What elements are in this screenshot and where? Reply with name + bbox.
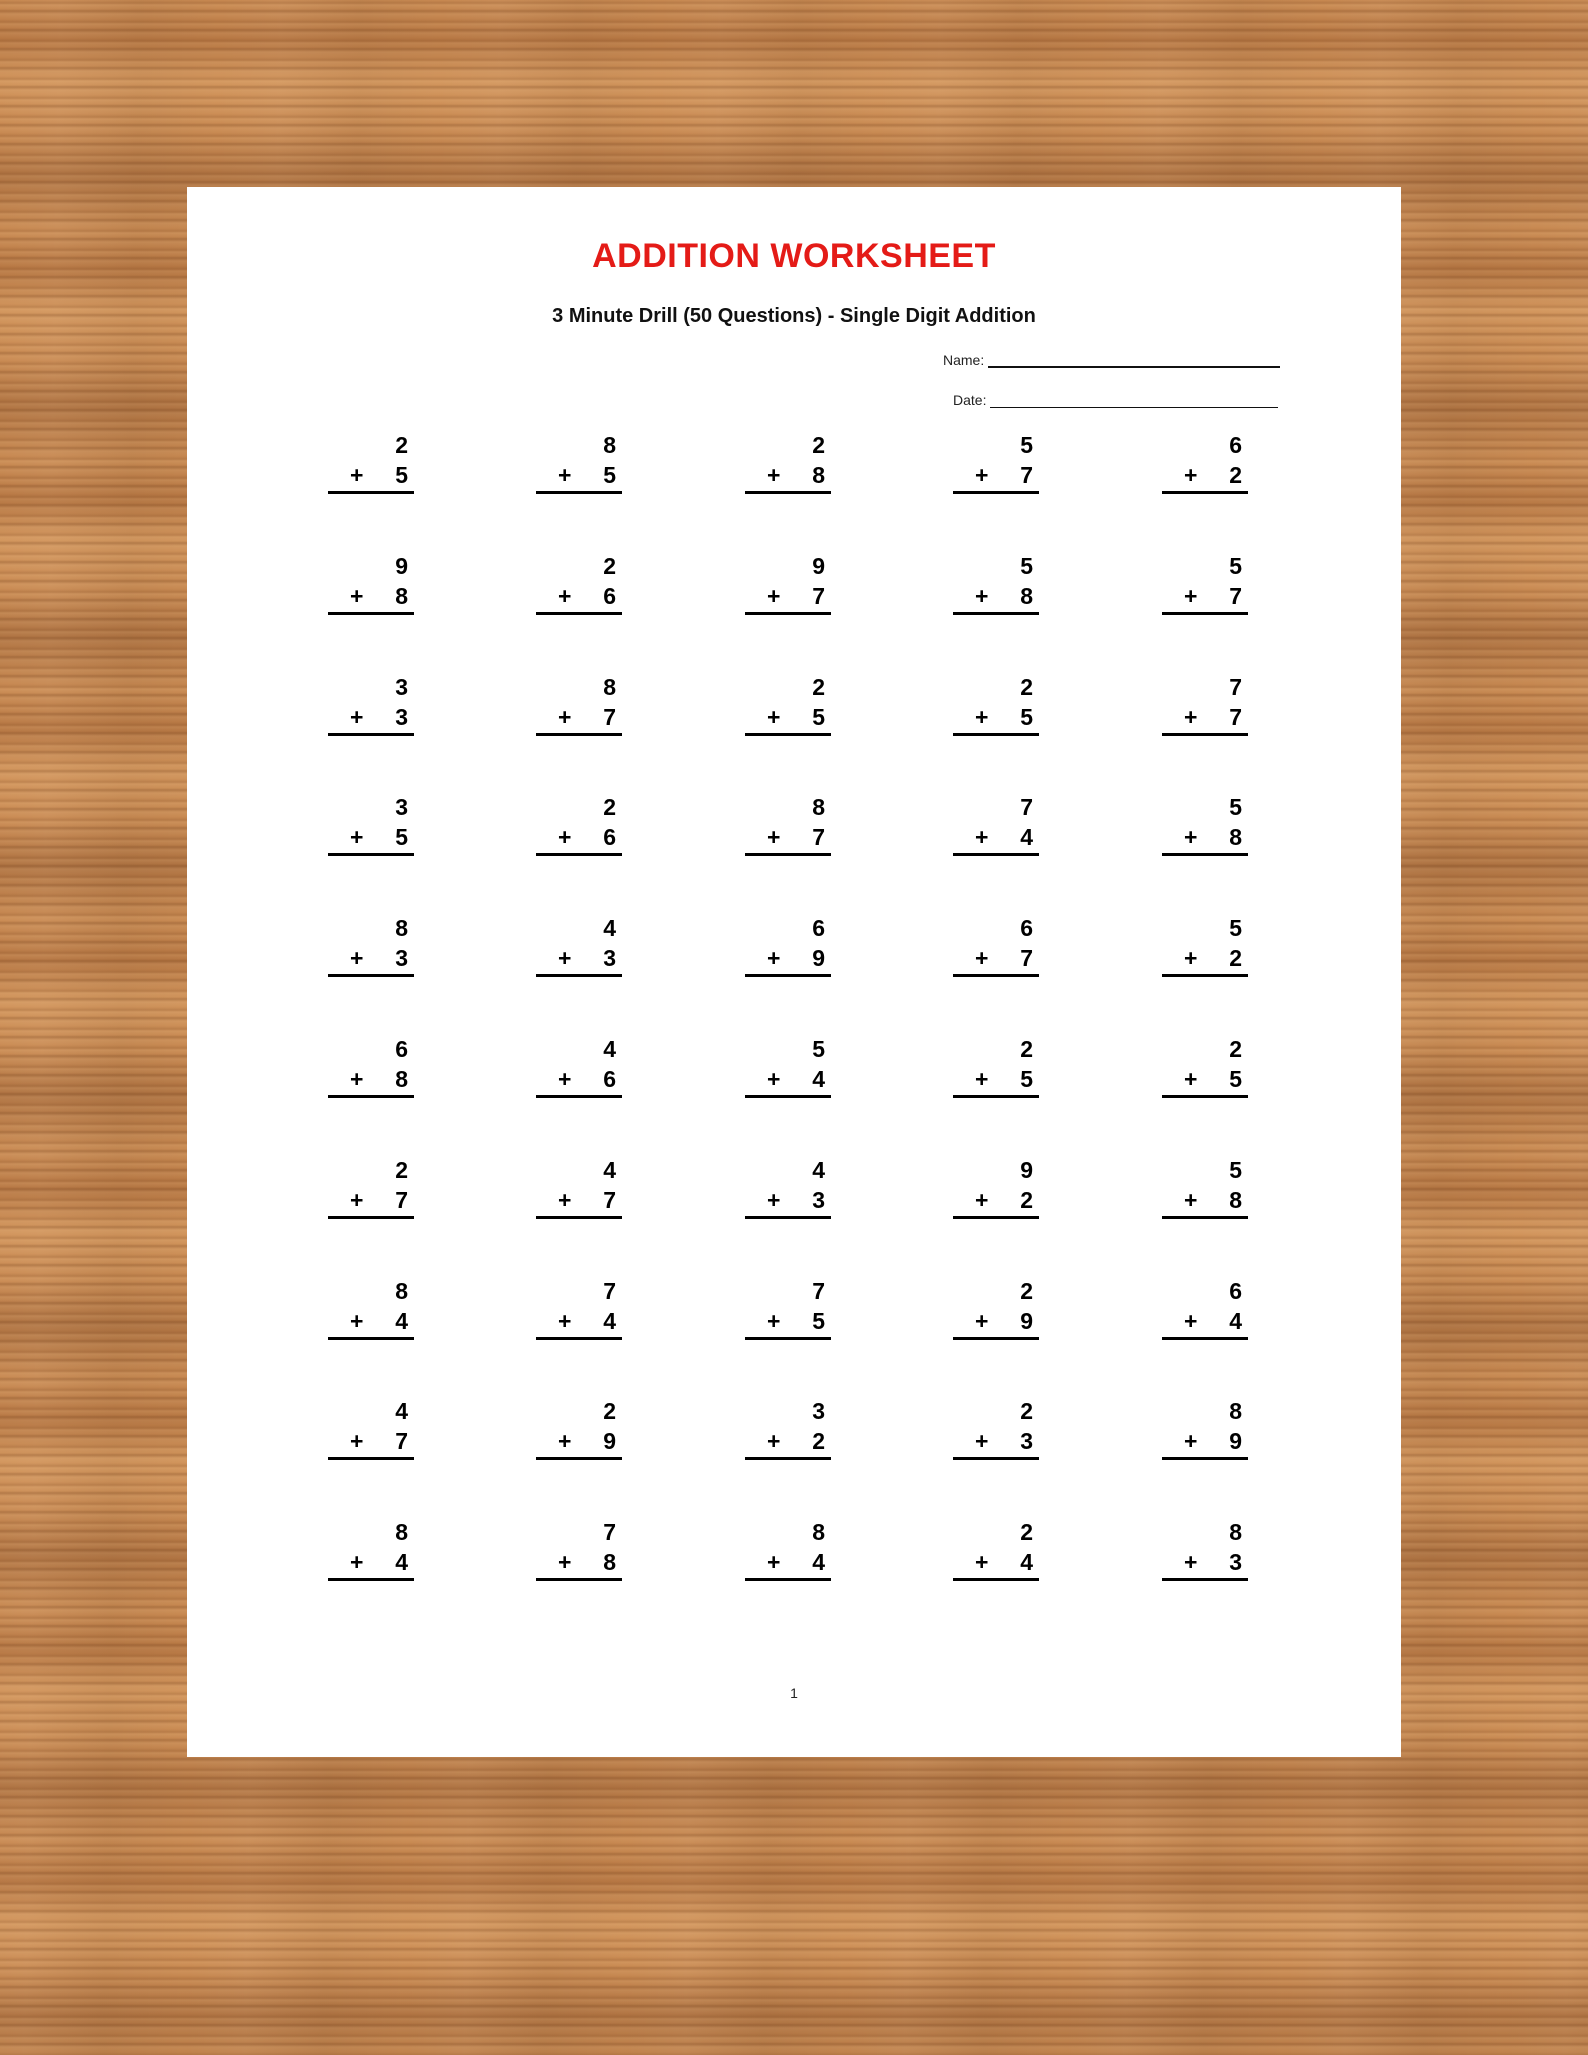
worksheet-subtitle: 3 Minute Drill (50 Questions) - Single Digit Addition	[552, 305, 1036, 327]
problem-21	[328, 915, 414, 971]
addend-top: 2	[603, 794, 616, 820]
answer-line[interactable]	[953, 974, 1039, 977]
problem-27	[536, 1036, 622, 1092]
addend-top: 6	[395, 1036, 408, 1062]
addend-bottom: 2	[812, 1428, 825, 1454]
plus-sign: +	[350, 583, 364, 609]
addend-top: 5	[1229, 794, 1242, 820]
addend-top: 7	[603, 1519, 616, 1545]
addend-bottom: 7	[603, 704, 616, 730]
plus-sign: +	[1184, 1066, 1198, 1092]
addend-top: 7	[1020, 794, 1033, 820]
plus-sign: +	[350, 945, 364, 971]
answer-line[interactable]	[745, 612, 831, 615]
plus-sign: +	[350, 824, 364, 850]
answer-line[interactable]	[1162, 733, 1248, 736]
addend-top: 5	[812, 1036, 825, 1062]
addend-bottom: 5	[603, 462, 616, 488]
answer-line[interactable]	[536, 1216, 622, 1219]
problem-2	[536, 432, 622, 488]
addend-top: 8	[1229, 1398, 1242, 1424]
addend-bottom: 4	[1020, 824, 1033, 850]
addend-bottom: 9	[1020, 1308, 1033, 1334]
addend-bottom: 8	[395, 583, 408, 609]
addend-bottom: 5	[1020, 704, 1033, 730]
answer-line[interactable]	[328, 1457, 414, 1460]
plus-sign: +	[767, 824, 781, 850]
answer-line[interactable]	[953, 1216, 1039, 1219]
problem-3	[745, 432, 831, 488]
problem-49	[953, 1519, 1039, 1575]
answer-line[interactable]	[953, 1337, 1039, 1340]
answer-line[interactable]	[1162, 974, 1248, 977]
answer-line[interactable]	[745, 1578, 831, 1581]
plus-sign: +	[558, 704, 572, 730]
answer-line[interactable]	[328, 1095, 414, 1098]
addend-bottom: 8	[812, 462, 825, 488]
addend-bottom: 5	[395, 824, 408, 850]
addend-top: 2	[1020, 1398, 1033, 1424]
plus-sign: +	[975, 1066, 989, 1092]
addend-bottom: 3	[1229, 1549, 1242, 1575]
problem-48	[745, 1519, 831, 1575]
plus-sign: +	[975, 824, 989, 850]
plus-sign: +	[767, 704, 781, 730]
addend-bottom: 4	[812, 1066, 825, 1092]
addend-top: 4	[603, 915, 616, 941]
plus-sign: +	[558, 1187, 572, 1213]
problem-41	[328, 1398, 414, 1454]
plus-sign: +	[558, 1308, 572, 1334]
plus-sign: +	[1184, 945, 1198, 971]
plus-sign: +	[767, 945, 781, 971]
answer-line[interactable]	[1162, 1337, 1248, 1340]
page-number: 1	[790, 1685, 798, 1701]
problem-33	[745, 1157, 831, 1213]
plus-sign: +	[558, 1549, 572, 1575]
addend-top: 2	[812, 432, 825, 458]
addend-top: 8	[395, 1278, 408, 1304]
addend-bottom: 8	[1229, 824, 1242, 850]
plus-sign: +	[1184, 583, 1198, 609]
addend-top: 4	[812, 1157, 825, 1183]
addend-top: 2	[1020, 1278, 1033, 1304]
addend-top: 9	[1020, 1157, 1033, 1183]
plus-sign: +	[558, 583, 572, 609]
addend-bottom: 8	[603, 1549, 616, 1575]
answer-line[interactable]	[953, 1578, 1039, 1581]
plus-sign: +	[975, 1187, 989, 1213]
addend-bottom: 7	[395, 1428, 408, 1454]
answer-line[interactable]	[745, 491, 831, 494]
answer-line[interactable]	[953, 491, 1039, 494]
answer-line[interactable]	[1162, 1216, 1248, 1219]
addend-top: 6	[1020, 915, 1033, 941]
addend-bottom: 4	[395, 1549, 408, 1575]
addend-top: 9	[812, 553, 825, 579]
plus-sign: +	[767, 1308, 781, 1334]
plus-sign: +	[767, 1428, 781, 1454]
addend-bottom: 3	[812, 1187, 825, 1213]
addend-bottom: 7	[812, 583, 825, 609]
problem-6	[328, 553, 414, 609]
plus-sign: +	[1184, 704, 1198, 730]
answer-line[interactable]	[1162, 612, 1248, 615]
plus-sign: +	[350, 1428, 364, 1454]
addend-top: 2	[1229, 1036, 1242, 1062]
problem-46	[328, 1519, 414, 1575]
addend-top: 5	[1229, 915, 1242, 941]
problem-16	[328, 794, 414, 850]
plus-sign: +	[350, 1187, 364, 1213]
answer-line[interactable]	[1162, 853, 1248, 856]
addend-top: 5	[1229, 1157, 1242, 1183]
addend-bottom: 8	[1020, 583, 1033, 609]
problem-42	[536, 1398, 622, 1454]
addend-top: 2	[1020, 1519, 1033, 1545]
plus-sign: +	[767, 1549, 781, 1575]
problem-29	[953, 1036, 1039, 1092]
answer-line[interactable]	[536, 1457, 622, 1460]
addend-top: 4	[603, 1157, 616, 1183]
problem-47	[536, 1519, 622, 1575]
plus-sign: +	[767, 462, 781, 488]
addend-top: 5	[1229, 553, 1242, 579]
addend-top: 2	[603, 553, 616, 579]
problem-24	[953, 915, 1039, 971]
answer-line[interactable]	[328, 1216, 414, 1219]
addend-bottom: 5	[395, 462, 408, 488]
addend-top: 3	[812, 1398, 825, 1424]
addend-bottom: 3	[603, 945, 616, 971]
answer-line[interactable]	[536, 1095, 622, 1098]
answer-line[interactable]	[1162, 491, 1248, 494]
answer-line[interactable]	[745, 1216, 831, 1219]
answer-line[interactable]	[745, 1095, 831, 1098]
plus-sign: +	[1184, 1549, 1198, 1575]
problem-50	[1162, 1519, 1248, 1575]
addend-top: 4	[395, 1398, 408, 1424]
addend-top: 8	[812, 1519, 825, 1545]
answer-line[interactable]	[328, 733, 414, 736]
problem-5	[1162, 432, 1248, 488]
plus-sign: +	[1184, 462, 1198, 488]
addend-top: 2	[395, 1157, 408, 1183]
name-label: Name:	[943, 352, 985, 368]
addend-bottom: 7	[1020, 462, 1033, 488]
addend-top: 8	[812, 794, 825, 820]
addend-bottom: 2	[1229, 462, 1242, 488]
worksheet-title: ADDITION WORKSHEET	[592, 237, 996, 275]
problem-40	[1162, 1278, 1248, 1334]
addend-bottom: 3	[395, 704, 408, 730]
addend-bottom: 9	[603, 1428, 616, 1454]
plus-sign: +	[1184, 824, 1198, 850]
addend-bottom: 4	[395, 1308, 408, 1334]
addend-bottom: 4	[603, 1308, 616, 1334]
problem-25	[1162, 915, 1248, 971]
plus-sign: +	[1184, 1187, 1198, 1213]
answer-line[interactable]	[536, 733, 622, 736]
plus-sign: +	[767, 1187, 781, 1213]
plus-sign: +	[558, 1428, 572, 1454]
problem-20	[1162, 794, 1248, 850]
addend-bottom: 3	[395, 945, 408, 971]
addend-bottom: 6	[603, 824, 616, 850]
answer-line[interactable]	[328, 491, 414, 494]
addend-bottom: 3	[1020, 1428, 1033, 1454]
addend-bottom: 2	[1020, 1187, 1033, 1213]
answer-line[interactable]	[328, 1337, 414, 1340]
problem-14	[953, 674, 1039, 730]
problem-38	[745, 1278, 831, 1334]
problem-10	[1162, 553, 1248, 609]
answer-line[interactable]	[953, 1457, 1039, 1460]
problem-32	[536, 1157, 622, 1213]
plus-sign: +	[1184, 1308, 1198, 1334]
answer-line[interactable]	[536, 1578, 622, 1581]
problem-34	[953, 1157, 1039, 1213]
addend-bottom: 2	[1229, 945, 1242, 971]
plus-sign: +	[975, 1428, 989, 1454]
addend-top: 5	[1020, 432, 1033, 458]
problem-1	[328, 432, 414, 488]
addend-top: 2	[1020, 674, 1033, 700]
problem-18	[745, 794, 831, 850]
answer-line[interactable]	[536, 1337, 622, 1340]
problem-15	[1162, 674, 1248, 730]
problem-13	[745, 674, 831, 730]
answer-line[interactable]	[953, 853, 1039, 856]
addend-top: 2	[812, 674, 825, 700]
addend-top: 8	[1229, 1519, 1242, 1545]
addend-bottom: 7	[395, 1187, 408, 1213]
addend-bottom: 8	[395, 1066, 408, 1092]
answer-line[interactable]	[328, 853, 414, 856]
addend-top: 6	[1229, 432, 1242, 458]
answer-line[interactable]	[953, 612, 1039, 615]
plus-sign: +	[558, 824, 572, 850]
addend-top: 2	[1020, 1036, 1033, 1062]
addend-bottom: 5	[1229, 1066, 1242, 1092]
plus-sign: +	[558, 1066, 572, 1092]
addend-top: 5	[1020, 553, 1033, 579]
addend-bottom: 9	[1229, 1428, 1242, 1454]
plus-sign: +	[975, 945, 989, 971]
addend-top: 6	[1229, 1278, 1242, 1304]
problem-43	[745, 1398, 831, 1454]
addend-bottom: 5	[1020, 1066, 1033, 1092]
problem-12	[536, 674, 622, 730]
plus-sign: +	[350, 704, 364, 730]
addend-top: 8	[395, 915, 408, 941]
answer-line[interactable]	[1162, 1578, 1248, 1581]
answer-line[interactable]	[328, 1578, 414, 1581]
addend-top: 8	[395, 1519, 408, 1545]
addend-top: 8	[603, 432, 616, 458]
answer-line[interactable]	[536, 853, 622, 856]
problem-39	[953, 1278, 1039, 1334]
addend-bottom: 7	[1020, 945, 1033, 971]
plus-sign: +	[1184, 1428, 1198, 1454]
answer-line[interactable]	[328, 612, 414, 615]
addend-top: 3	[395, 674, 408, 700]
answer-line[interactable]	[953, 1095, 1039, 1098]
addend-bottom: 6	[603, 1066, 616, 1092]
answer-line[interactable]	[745, 974, 831, 977]
addend-top: 3	[395, 794, 408, 820]
addend-bottom: 8	[1229, 1187, 1242, 1213]
addend-top: 7	[603, 1278, 616, 1304]
problem-9	[953, 553, 1039, 609]
answer-line[interactable]	[953, 733, 1039, 736]
plus-sign: +	[975, 1549, 989, 1575]
answer-line[interactable]	[745, 733, 831, 736]
plus-sign: +	[558, 945, 572, 971]
answer-line[interactable]	[536, 974, 622, 977]
addend-bottom: 9	[812, 945, 825, 971]
addend-top: 7	[1229, 674, 1242, 700]
plus-sign: +	[350, 1308, 364, 1334]
plus-sign: +	[350, 1066, 364, 1092]
problem-35	[1162, 1157, 1248, 1213]
addend-bottom: 4	[1020, 1549, 1033, 1575]
addend-bottom: 5	[812, 1308, 825, 1334]
problem-17	[536, 794, 622, 850]
addend-top: 7	[812, 1278, 825, 1304]
answer-line[interactable]	[1162, 1457, 1248, 1460]
problem-45	[1162, 1398, 1248, 1454]
problem-26	[328, 1036, 414, 1092]
addend-top: 8	[603, 674, 616, 700]
problem-8	[745, 553, 831, 609]
addend-bottom: 7	[1229, 704, 1242, 730]
addend-top: 4	[603, 1036, 616, 1062]
answer-line[interactable]	[745, 1457, 831, 1460]
answer-line[interactable]	[1162, 1095, 1248, 1098]
problem-37	[536, 1278, 622, 1334]
problem-23	[745, 915, 831, 971]
addend-top: 9	[395, 553, 408, 579]
addend-bottom: 4	[1229, 1308, 1242, 1334]
answer-line[interactable]	[536, 612, 622, 615]
date-label: Date:	[953, 392, 987, 408]
worksheet-page	[187, 187, 1401, 1757]
answer-line[interactable]	[745, 853, 831, 856]
addend-bottom: 4	[812, 1549, 825, 1575]
addend-top: 2	[603, 1398, 616, 1424]
addend-bottom: 6	[603, 583, 616, 609]
plus-sign: +	[975, 1308, 989, 1334]
problem-36	[328, 1278, 414, 1334]
plus-sign: +	[767, 583, 781, 609]
addend-bottom: 7	[812, 824, 825, 850]
addend-bottom: 7	[603, 1187, 616, 1213]
plus-sign: +	[975, 462, 989, 488]
problem-19	[953, 794, 1039, 850]
problem-grid	[187, 187, 1401, 1757]
problem-7	[536, 553, 622, 609]
problem-30	[1162, 1036, 1248, 1092]
problem-11	[328, 674, 414, 730]
addend-bottom: 5	[812, 704, 825, 730]
answer-line[interactable]	[745, 1337, 831, 1340]
plus-sign: +	[975, 704, 989, 730]
problem-31	[328, 1157, 414, 1213]
addend-top: 2	[395, 432, 408, 458]
answer-line[interactable]	[328, 974, 414, 977]
problem-4	[953, 432, 1039, 488]
problem-28	[745, 1036, 831, 1092]
answer-line[interactable]	[536, 491, 622, 494]
plus-sign: +	[767, 1066, 781, 1092]
plus-sign: +	[975, 583, 989, 609]
problem-44	[953, 1398, 1039, 1454]
plus-sign: +	[350, 1549, 364, 1575]
plus-sign: +	[558, 462, 572, 488]
addend-bottom: 7	[1229, 583, 1242, 609]
problem-22	[536, 915, 622, 971]
addend-top: 6	[812, 915, 825, 941]
plus-sign: +	[350, 462, 364, 488]
